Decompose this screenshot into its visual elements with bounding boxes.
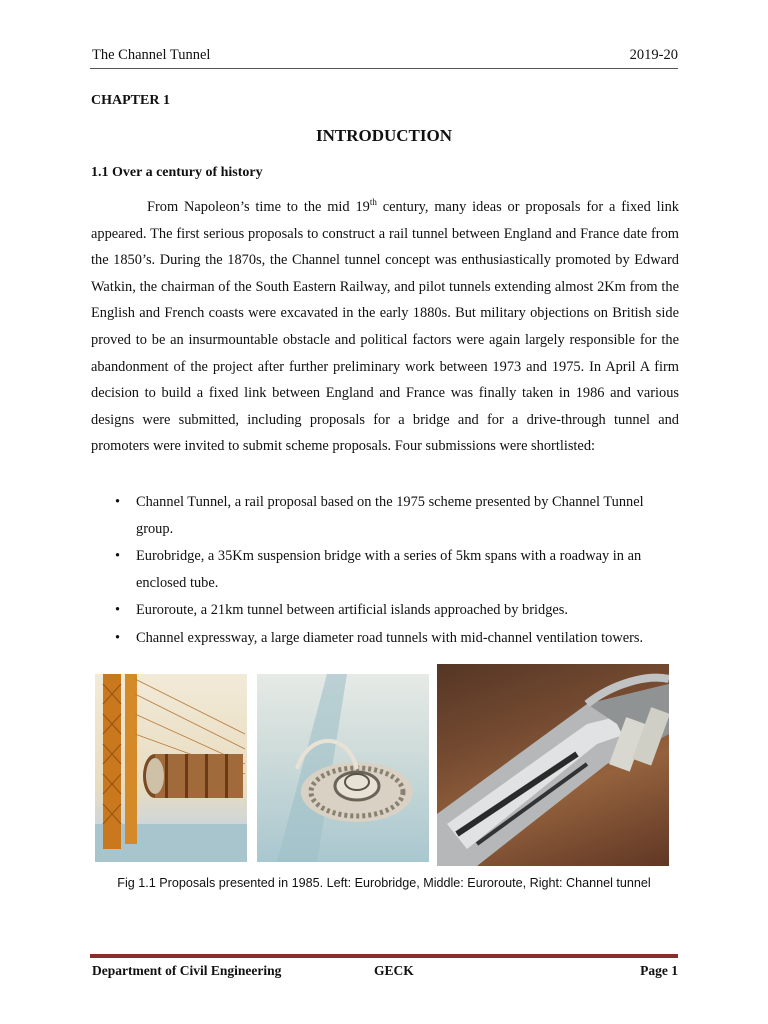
list-item	[91, 625, 681, 652]
list-item-text: Channel expressway, a large diameter road tunnels with mid-channel ventilation towers.	[136, 629, 644, 646]
figure-caption: Fig 1.1 Proposals presented in 1985. Left: Eurobridge, Middle: Euroroute, Right: Channel tunnel	[117, 876, 651, 890]
header-year: 2019-20	[629, 47, 678, 63]
list-item-text: Euroroute, a 21km tunnel between artificial islands approached by bridges.	[136, 602, 568, 619]
body-paragraph	[91, 194, 679, 460]
header-title: The Channel Tunnel	[92, 47, 211, 63]
paragraph-superscript: th	[369, 197, 377, 208]
page-number: Page 1	[640, 963, 678, 978]
channel-tunnel-illustration	[437, 664, 669, 866]
paragraph-rest: century, many ideas or proposals for a fixed link appeared. The first serious proposals to construct a rail tunnel between England and France date from the 1850’s. During the 1870s, the Channel tunnel concept was enthusiastically promoted by Edward Watkin, the chairman of the South Eastern Railway, and pilot tunnels extending almost 2Km from the English and French coasts were excavated in the early 1880s. But military objections on British side proved to be an insurmountable obstacle and political factors were again largely responsible for the abandonment of the project after further preliminary work between 1973 and 1975. In April A firm decision to build a fixed link between England and France was finally taken in 1986 and various designs were submitted, including proposals for a bridge and for a drive-through tunnel and promoters were invited to submit scheme proposals. Four submissions were shortlisted:	[91, 199, 679, 455]
euroroute-image	[257, 674, 429, 862]
page-header	[90, 44, 678, 66]
bullet-icon: •	[115, 548, 121, 565]
page-footer	[90, 961, 678, 981]
chapter-label: CHAPTER 1	[91, 93, 170, 108]
list-item	[91, 597, 681, 624]
paragraph-lead: From Napoleon’s time to the mid 19	[147, 199, 370, 215]
list-item-text: Eurobridge, a 35Km suspension bridge with a series of 5km spans with a roadway in an enclosed tube.	[136, 548, 642, 591]
footer-rule	[90, 954, 678, 958]
eurobridge-image	[95, 674, 247, 862]
footer-institution: GECK	[374, 963, 414, 978]
channel-tunnel-image	[437, 664, 669, 866]
section-heading: 1.1 Over a century of history	[91, 165, 263, 180]
header-rule	[90, 68, 678, 69]
list-item-text: Channel Tunnel, a rail proposal based on the 1975 scheme presented by Channel Tunnel group.	[136, 494, 644, 537]
eurobridge-illustration	[95, 674, 247, 862]
bullet-icon: •	[115, 629, 121, 646]
list-item	[91, 543, 681, 596]
bullet-icon: •	[115, 602, 121, 619]
footer-department: Department of Civil Engineering	[92, 963, 282, 978]
proposal-list	[91, 489, 681, 653]
list-item	[91, 489, 681, 542]
bullet-icon: •	[115, 494, 121, 510]
chapter-title: INTRODUCTION	[315, 126, 453, 145]
figure-images	[0, 662, 768, 867]
euroroute-illustration	[257, 674, 429, 862]
